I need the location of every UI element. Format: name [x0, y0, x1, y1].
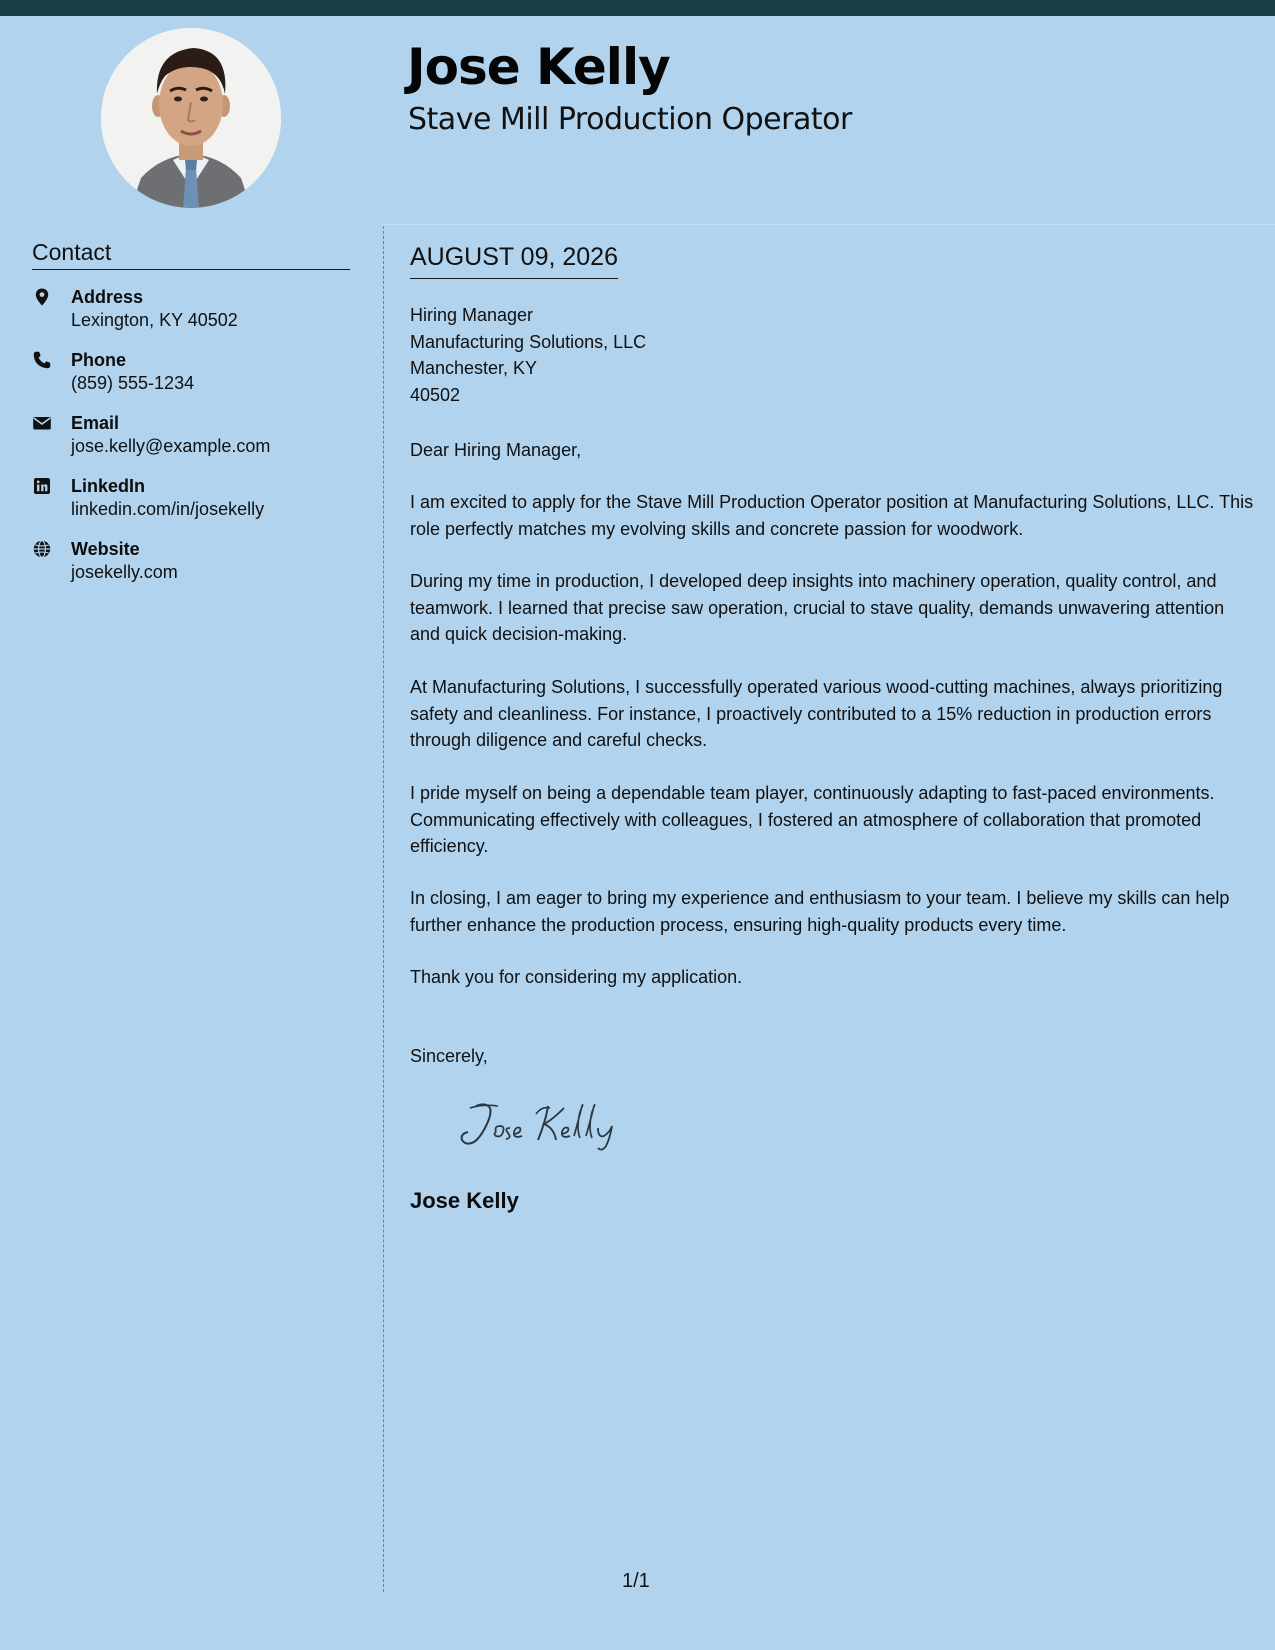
linkedin-value[interactable]: linkedin.com/in/josekelly — [71, 499, 265, 519]
recipient-line: Manufacturing Solutions, LLC — [410, 331, 647, 352]
recipient-line: 40502 — [410, 384, 461, 405]
recipient-block — [410, 302, 646, 408]
globe-icon — [32, 539, 52, 559]
contact-heading: Contact — [32, 240, 350, 270]
header-job-title: Stave Mill Production Operator — [408, 102, 852, 137]
recipient-line: Manchester, KY — [410, 358, 538, 378]
contact-item-phone — [32, 349, 352, 412]
handwritten-signature — [452, 1098, 632, 1159]
signoff-name: Jose Kelly — [410, 1188, 519, 1213]
column-divider — [383, 226, 384, 1592]
contact-item-website — [32, 538, 352, 601]
email-value[interactable]: jose.kelly@example.com — [71, 436, 271, 456]
paragraph: I pride myself on being a dependable team player, continuously adapting to fast-paced environments. Communicating effectively with colleagues, I fostered an atmosphere of collaboration that promoted efficiency. — [410, 783, 1215, 856]
top-accent-bar — [0, 0, 1275, 16]
paragraph: In closing, I am eager to bring my experience and enthusiasm to your team. I believe my skills can help further enhance the production process, ensuring high-quality products every time. — [410, 888, 1230, 935]
contact-item-email — [32, 412, 352, 475]
email-label: Email — [71, 413, 120, 433]
profile-photo — [101, 28, 281, 208]
address-value: Lexington, KY 40502 — [71, 310, 238, 330]
paragraph: During my time in production, I developed deep insights into machinery operation, quality control, and teamwork. I learned that precise saw operation, crucial to stave quality, demands unwavering attention and quick decision-making. — [410, 571, 1225, 644]
contact-item-linkedin — [32, 475, 352, 538]
contact-item-address — [32, 286, 352, 349]
address-label: Address — [71, 287, 144, 307]
header-divider — [383, 224, 1275, 225]
header-name: Jose Kelly — [407, 38, 670, 96]
recipient-line: Hiring Manager — [410, 305, 534, 325]
phone-label: Phone — [71, 350, 127, 370]
map-pin-icon — [32, 287, 52, 307]
linkedin-icon — [32, 476, 52, 496]
letter-date: AUGUST 09, 2026 — [410, 244, 618, 279]
website-value[interactable]: josekelly.com — [71, 562, 178, 582]
salutation: Dear Hiring Manager, — [410, 440, 582, 460]
page-number: 1/1 — [622, 1570, 650, 1592]
closing: Sincerely, — [410, 1046, 488, 1066]
paragraph: I am excited to apply for the Stave Mill Production Operator position at Manufacturing Solutions, LLC. This role perfectly matches my evolving skills and concrete passion for woodwork. — [410, 492, 1254, 539]
contact-list — [32, 286, 352, 601]
envelope-icon — [32, 413, 52, 433]
linkedin-label: LinkedIn — [71, 476, 146, 496]
thank-you-line: Thank you for considering my application. — [410, 967, 743, 987]
phone-icon — [32, 350, 52, 370]
phone-value: (859) 555-1234 — [71, 373, 195, 393]
paragraph: At Manufacturing Solutions, I successfully operated various wood-cutting machines, always prioritizing safety and cleanliness. For instance, I proactively contributed to a 15% reduction in production errors through diligence and careful checks. — [410, 677, 1223, 750]
website-label: Website — [71, 539, 140, 559]
